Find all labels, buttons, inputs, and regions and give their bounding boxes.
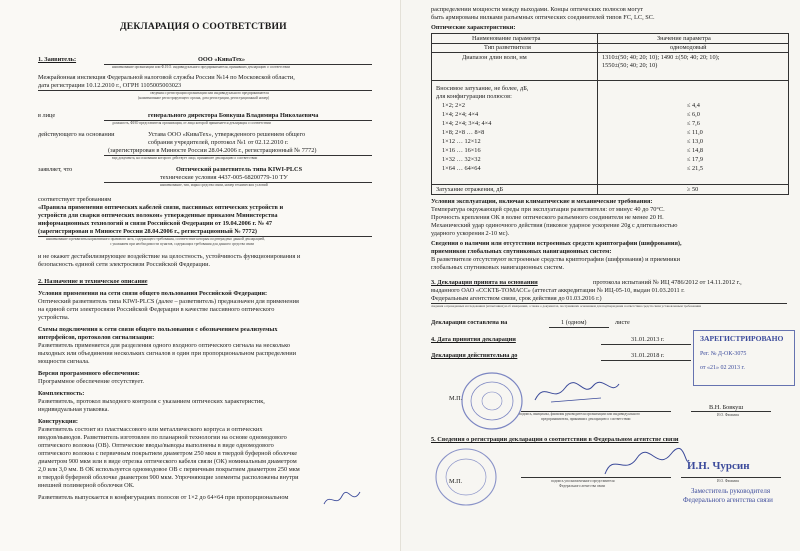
table-config: 1×16 … 16×16: [442, 147, 481, 154]
director-name: генерального директора Бовкуша Владимира Николаевича: [148, 112, 319, 119]
seal-mark-2: М.П.: [449, 478, 463, 485]
director-signature: [531, 378, 621, 408]
table-loss-value: ≤ 17,9: [687, 156, 704, 163]
table-loss-value: ≤ 14,8: [687, 147, 704, 154]
basis-protocol-line-1: протокола испытаний № ИЦ 4786/2012 от 14.11.2012 г.,: [593, 279, 742, 286]
schemes-line-2: выходных или объединения нескольких сигналов в один при пропорциональном распределении: [38, 350, 296, 357]
construction-line-1: Разветвитель состоит из пластмассового или металлического корпуса и оптических: [38, 426, 263, 433]
destabilization-line-2: безопасность единой сети электросвязи Российской Федерации.: [38, 261, 211, 268]
construction-line-6: 2,0 или 3,0 мм. В ОК используется одномодовое ОВ с первичным покрытием диаметром 250 мкм: [38, 466, 300, 473]
composed-value: 1 (одном): [561, 319, 587, 326]
acceptance-date: 31.01.2013 г.: [631, 336, 665, 343]
operating-line-1: Температура окружающей среды при эксплуатации разветвителя: от минус 40 до 70°С.: [431, 206, 665, 213]
table-loss-value: ≤ 7,6: [687, 120, 700, 127]
table-cell-range-value-1: 1310±(50; 40; 20; 10); 1490 ±(50; 40; 20; 10);: [602, 54, 720, 61]
stamp-registered-word: ЗАРЕГИСТРИРОВАНО: [700, 334, 784, 343]
deputy-head-stamp-line-1: Заместитель руководителя: [691, 487, 771, 495]
registration-stamp: [693, 330, 795, 386]
basis-protocol-note: сведения о проведенных исследованиях (испытаниях) и об измерениях, а также о документах, послуживших основанием для подтверждения соответствия средств связи установленным требованиям: [431, 304, 702, 308]
crypto-heading-1: Сведения о наличии или отсутствии встроенных средств криптографии (шифрования),: [431, 240, 682, 247]
validity-label: Декларация действительна до: [431, 352, 518, 359]
basis-line-1: Устава ООО «КиваТех», утвержденного решением общего: [148, 131, 306, 138]
federal-signature-note-1: подпись уполномоченного представителя: [551, 479, 615, 483]
requirements-line-3: информационных технологий и связи Российской Федерации от 19.04.2006 г. № 47: [38, 220, 273, 227]
table-loss-value: ≤ 4,4: [687, 102, 700, 109]
table-cell-type-label: Тип разветвителя: [484, 44, 531, 51]
requirements-line-4: (зарегистрирован в Минюсте России 28.04.2006 г., регистрационный № 7772): [38, 228, 257, 235]
software-text: Программное обеспечение отсутствует.: [38, 378, 144, 385]
registration-line-1: Межрайонная инспекция Федеральной налоговой службы России №14 по Московской области,: [38, 74, 295, 81]
basis-protocol-line-3: Федеральным агентством связи, срок действия до 01.03.2016 г.): [431, 295, 602, 302]
seal-mark-1: М.П.: [449, 395, 463, 402]
section-3-heading: 3. Декларация принята на основании: [431, 279, 538, 286]
table-loss-value: ≤ 21,5: [687, 165, 704, 172]
table-config: 1×4; 2×4; 3×4; 4×4: [442, 120, 492, 127]
completeness-line-2: индивидуальная упаковка.: [38, 406, 109, 413]
page-right: [400, 0, 800, 551]
table-config: 1×32 … 32×32: [442, 156, 481, 163]
person-prefix: в лице: [38, 112, 56, 119]
operating-line-2: Прочность крепления ОК в волне оптического разъемного соединителя не менее 20 Н.: [431, 214, 664, 221]
construction-line-8: внешней полимерной оболочки ОК.: [38, 482, 135, 489]
signature-note-2: предпринимателя, принявших декларацию о соответствии: [541, 417, 631, 421]
table-config: 1×64 … 64×64: [442, 165, 481, 172]
applicant-name: ООО «КиваТех»: [198, 56, 246, 63]
completeness-line-1: Разветвитель, протокол выходного контроля с указанием оптических характеристик,: [38, 398, 265, 405]
operating-conditions-heading: Условия эксплуатации, включая климатические и механические требования:: [431, 198, 653, 205]
requirements-line-1: «Правила применения оптических кабелей связи, пассивных оптических устройств и: [38, 204, 284, 211]
schemes-line-3: мощности сигнала.: [38, 358, 90, 365]
requirements-intro: соответствует требованиям: [38, 196, 112, 203]
table-config: 1×4; 2×4; 4×4: [442, 111, 479, 118]
table-header-parameter: Наименование параметра: [472, 35, 541, 42]
applicant-note: наименование организации или Ф.И.О. индивидуального предпринимателя, принявших декларацию о соответствии: [112, 65, 291, 69]
basis-prefix: действующего на основании: [38, 131, 115, 138]
requirements-line-2: устройств для сварки оптических волокон» утвержденные приказом Министерства: [38, 212, 278, 219]
company-seal: [459, 370, 525, 432]
operating-line-4: ударного ускорения 2-10 мс).: [431, 230, 510, 237]
product-spec: технические условия 4437-005-68200779-10 ТУ: [160, 174, 288, 181]
composed-label: Декларация составлена на: [431, 319, 508, 326]
registration-note-1: сведения о регистрации организации или индивидуального предпринимателя: [150, 91, 269, 95]
operating-line-3: Механический удар одиночного действия (пиковое ударное ускорение 20g с длительностью: [431, 222, 678, 229]
table-loss-value: ≤ 11,0: [687, 129, 703, 136]
schemes-line-1: Разветвитель применяется для разделения одного входного оптического сигнала на несколько: [38, 342, 291, 349]
optical-heading: Оптические характеристики:: [431, 24, 516, 31]
construction-line-9: Разветвитель выпускается в конфигурациях полосов от 1×2 до 64×64 при пропорциональном: [38, 494, 289, 501]
optical-characteristics-table: [431, 33, 789, 195]
schemes-heading-1: Схемы подключения к сети связи общего пользования с обозначением реализуемых: [38, 326, 278, 333]
applicant-label: 1. Заявитель:: [38, 56, 77, 63]
software-heading: Версия программного обеспечения:: [38, 370, 140, 377]
construction-line-2: вводов/выводов. Разветвитель изготовлен по планарной технологии на основе одномодового: [38, 434, 287, 441]
destabilization-line-1: и не окажет дестабилизирующее воздействие на целостность, устойчивость функционирования и: [38, 253, 301, 260]
table-cell-return-label: Затухание отражения, дБ: [436, 186, 504, 193]
composed-suffix: листе: [615, 319, 630, 326]
deputy-head-stamp-line-2: Федерального агентства связи: [683, 496, 773, 504]
federal-signature-note-2: Федерального агентства связи: [559, 484, 606, 488]
table-header-value: Значение параметра: [657, 35, 711, 42]
requirements-note-1: наименование и реквизиты нормативного правового акта, содержащего требования, соответствие которым подтверждено данной декларацией,: [46, 237, 266, 241]
crypto-heading-2: приемников глобальных спутниковых навигационных систем:: [431, 248, 612, 255]
continuation-line-2: быть армированы вилками разъемных оптических соединителей типов FC, LC, SC.: [431, 14, 655, 21]
registration-line-2: дата регистрации 10.12.2010 г., ОГРН 1105005003023: [38, 82, 182, 89]
federal-agency-seal: [433, 446, 499, 508]
validity-date: 31.01.2018 г.: [631, 352, 665, 359]
continuation-line-1: распределении мощности между выходами. Концы оптических полюсов могут: [431, 6, 644, 13]
construction-heading: Конструкция:: [38, 418, 78, 425]
declares-prefix: заявляет, что: [38, 166, 73, 173]
table-loss-value: ≤ 13,0: [687, 138, 704, 145]
conditions-line-3: устройства.: [38, 314, 70, 321]
completeness-heading: Комплектность:: [38, 390, 85, 397]
table-config: 1×8; 2×8 … 8×8: [442, 129, 485, 136]
basis-line-2: собрания учредителей, протокол №1 от 02.12.2010 г.: [148, 139, 289, 146]
table-cell-return-value: ≥ 50: [687, 186, 699, 193]
table-config: 1×2; 2×2: [442, 102, 466, 109]
basis-note: вид документа, на основании которого действует лицо, принявшее декларацию о соответствии: [112, 156, 258, 160]
product-note: наименование, тип, марка средства связи, номер технических условий: [160, 183, 268, 187]
stamp-registration-date: от «21» 02 2013 г.: [700, 365, 745, 371]
registration-note-2: (наименование регистрирующего органа, дата регистрации, регистрационный номер): [138, 96, 270, 100]
table-config: 1×12 … 12×12: [442, 138, 481, 145]
basis-protocol-line-2: выданного ОАО «ССКТБ-ТОМАСС» (аттестат аккредитации № ИЦ-05-10, выдан 01.03.2011 г.: [431, 287, 685, 294]
conditions-line-2: на единой сети электросвязи Российской Федерации в качестве пассивного оптического: [38, 306, 275, 313]
construction-line-4: оптического волокна с первичным покрытием диаметром 250 мкм в твердой буферной оболочке: [38, 450, 298, 457]
signer-2-name: И.Н. Чурсин: [687, 460, 750, 472]
table-loss-value: ≤ 6,0: [687, 111, 700, 118]
initials-signature: [322, 488, 362, 510]
section-5-heading: 5. Сведения о регистрации декларации о соответствии в Федеральном агентстве связи: [431, 436, 679, 443]
schemes-heading-2: интерфейсов, протоколов сигнализации:: [38, 334, 155, 341]
conditions-line-1: Оптический разветвитель типа KIWI-PLCS (далее – разветвитель) предназначен для применения: [38, 298, 299, 305]
document-title: ДЕКЛАРАЦИЯ О СООТВЕТСТВИИ: [120, 21, 287, 32]
table-cell-range-label: Диапазон длин волн, нм: [462, 54, 527, 61]
construction-line-5: диаметром 900 мкм или в виде отрезка оптического кабеля связи (ОК) номинальным диаметром: [38, 458, 297, 465]
signer-1-name: В.Н. Бовкуш: [709, 404, 744, 411]
construction-line-7: в твердой буферной оболочке диаметром 900 мкм. Упрочняющие элементы расположены внутри: [38, 474, 299, 481]
table-cell-loss-label-2: для конфигурации полюсов:: [436, 93, 512, 100]
conditions-heading: Условия применения на сети связи общего пользования Российской Федерации:: [38, 290, 268, 297]
requirements-note-2: с указанием при необходимости пунктов, содержащих требования для данного средства связи: [110, 242, 255, 246]
section-4-heading: 4. Дата принятия декларации: [431, 336, 516, 343]
section-2-heading: 2. Назначение и техническое описание: [38, 278, 148, 285]
crypto-line-1: В разветвителе отсутствуют встроенные средства криптографии (шифрования) и приемники: [431, 256, 680, 263]
signer-1-note: И.О. Фамилия: [717, 413, 739, 417]
crypto-line-2: глобальных спутниковых навигационных систем.: [431, 264, 565, 271]
product-name: Оптический разветвитель типа KIWI-PLCS: [176, 166, 303, 173]
basis-line-3: (зарегистрирован в Минюсте России 28.04.2006 г., регистрационный № 7772): [108, 147, 317, 154]
construction-line-3: оптического волокна (ОВ). Оптические вводы/выводы выполнены в виде одномодового: [38, 442, 274, 449]
signature-note-1: подпись, инициалы, фамилия руководителя организации или индивидуального: [519, 412, 640, 416]
stamp-registration-number: Рег. № Д-ОК-3075: [700, 351, 747, 357]
table-cell-loss-label-1: Вносимое затухание, не более, дБ,: [436, 85, 529, 92]
person-note: должность, ФИО представителя организации, от лица которой принимается декларация о соответствии: [112, 121, 271, 125]
table-cell-range-value-2: 1550±(50; 40; 20; 10): [602, 62, 658, 69]
table-cell-type-value: одномодовый: [670, 44, 707, 51]
signer-2-note: И.О. Фамилия: [717, 479, 739, 483]
